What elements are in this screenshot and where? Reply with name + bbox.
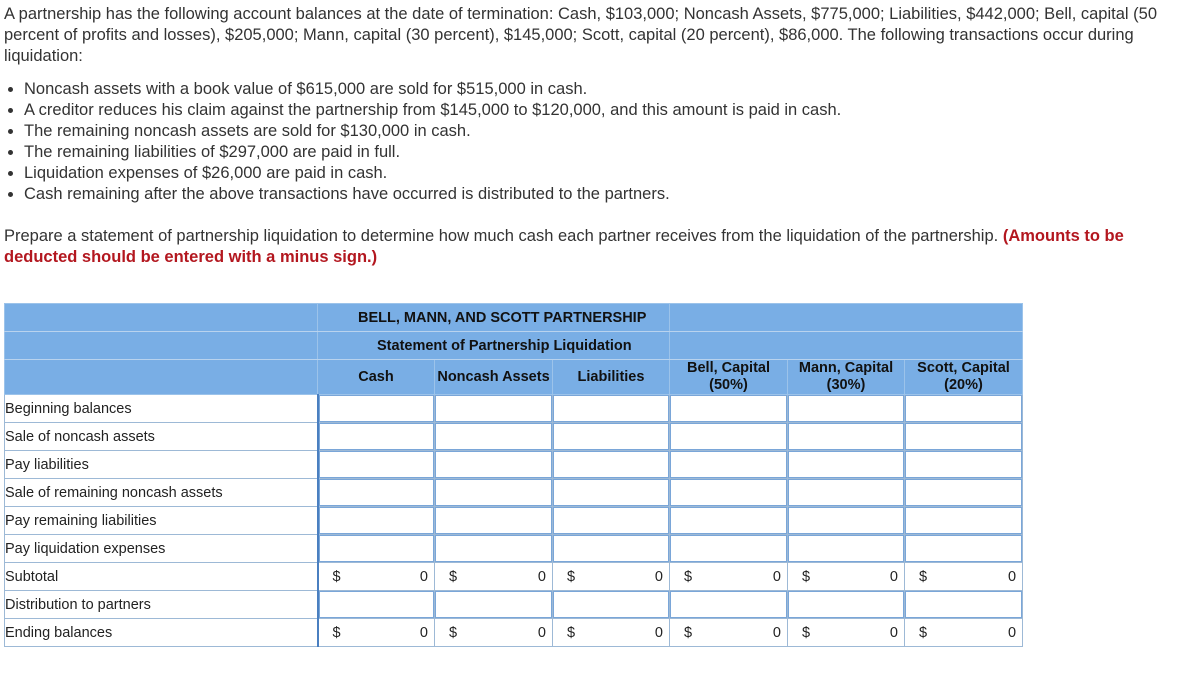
row-label: Distribution to partners <box>5 591 318 619</box>
header-spacer <box>5 304 318 332</box>
amount-input[interactable] <box>788 423 904 450</box>
amount-input[interactable] <box>553 395 669 422</box>
header-spacer <box>670 304 1023 332</box>
problem-intro: A partnership has the following account balances at the date of termination: Cash, $103,000; Noncash Assets, $775,000; Liabilities, $442,000; Bell, capital (50 percent of profits and losses), $205,000; Mann, capital (30 percent), $145,000; Scott, capital (20 percent), $86,000. The following transactions occur during liquidation: <box>4 5 1157 65</box>
amount-input[interactable] <box>435 507 552 534</box>
amount-input[interactable] <box>435 395 552 422</box>
cell-noncash <box>435 591 553 619</box>
row-label: Pay liquidation expenses <box>5 535 318 563</box>
amount-input[interactable] <box>553 591 669 618</box>
ending-scott <box>905 619 1023 647</box>
amount-input[interactable] <box>905 479 1022 506</box>
amount-input[interactable] <box>553 507 669 534</box>
amount-input[interactable] <box>319 507 435 534</box>
amount-input[interactable] <box>435 479 552 506</box>
cell-scott <box>905 423 1023 451</box>
amount-input[interactable] <box>905 423 1022 450</box>
column-header-liabilities: Liabilities <box>553 360 670 395</box>
ending-value: 0 <box>537 625 546 641</box>
amount-input[interactable] <box>905 535 1022 562</box>
amount-input[interactable] <box>905 507 1022 534</box>
cell-cash <box>318 535 435 563</box>
ending-value: 0 <box>1007 625 1017 641</box>
cell-bell <box>670 451 788 479</box>
statement-title: Statement of Partnership Liquidation <box>318 332 670 360</box>
row-label: Pay liabilities <box>5 451 318 479</box>
subtotal-liabilities <box>553 563 670 591</box>
row-sale-noncash <box>5 423 1023 451</box>
currency-symbol: $ <box>684 569 693 585</box>
ending-value: 0 <box>419 625 428 641</box>
subtotal-value: 0 <box>537 569 546 585</box>
column-header-scott: Scott, Capital (20%) <box>905 360 1023 395</box>
subtotal-bell <box>670 563 788 591</box>
row-label: Pay remaining liabilities <box>5 507 318 535</box>
cell-liabilities <box>553 451 670 479</box>
ending-value: 0 <box>654 625 663 641</box>
transaction-item: • A creditor reduces his claim against the partnership from $145,000 to $120,000, and this amount is paid in cash. <box>24 100 1179 121</box>
cell-bell <box>670 479 788 507</box>
subtotal-noncash <box>435 563 553 591</box>
cell-liabilities <box>553 423 670 451</box>
header-spacer <box>670 332 1023 360</box>
cell-mann <box>788 507 905 535</box>
cell-bell <box>670 535 788 563</box>
subtotal-value: 0 <box>889 569 898 585</box>
amount-input[interactable] <box>319 535 435 562</box>
currency-symbol: $ <box>684 625 693 641</box>
amount-input[interactable] <box>788 507 904 534</box>
row-label: Subtotal <box>5 563 318 591</box>
subtotal-cash <box>318 563 435 591</box>
amount-input[interactable] <box>670 423 787 450</box>
currency-symbol: $ <box>567 625 576 641</box>
cell-liabilities <box>553 395 670 423</box>
transaction-item: • Cash remaining after the above transactions have occurred is distributed to the partners. <box>24 184 1179 205</box>
cell-noncash <box>435 395 553 423</box>
amount-input[interactable] <box>553 535 669 562</box>
cell-liabilities <box>553 479 670 507</box>
amount-input[interactable] <box>435 591 552 618</box>
cell-liabilities <box>553 591 670 619</box>
subtotal-value: 0 <box>654 569 663 585</box>
amount-input[interactable] <box>670 479 787 506</box>
currency-symbol: $ <box>449 569 458 585</box>
amount-input[interactable] <box>553 423 669 450</box>
amount-input[interactable] <box>670 395 787 422</box>
cell-cash <box>318 479 435 507</box>
cell-bell <box>670 591 788 619</box>
cell-mann <box>788 591 905 619</box>
cell-noncash <box>435 535 553 563</box>
row-label: Sale of noncash assets <box>5 423 318 451</box>
column-header-bell: Bell, Capital (50%) <box>670 360 788 395</box>
subtotal-scott <box>905 563 1023 591</box>
amount-input[interactable] <box>905 591 1022 618</box>
cell-mann <box>788 451 905 479</box>
transaction-item: • Noncash assets with a book value of $615,000 are sold for $515,000 in cash. <box>24 79 1179 100</box>
cell-liabilities <box>553 535 670 563</box>
company-title: BELL, MANN, AND SCOTT PARTNERSHIP <box>318 304 670 332</box>
row-distribution <box>5 591 1023 619</box>
ending-value: 0 <box>772 625 781 641</box>
amount-input[interactable] <box>319 451 435 478</box>
cell-mann <box>788 423 905 451</box>
cell-scott <box>905 507 1023 535</box>
instruction-text: Prepare a statement of partnership liquidation to determine how much cash each partner receives from the liquidation of the partnership. <box>4 227 999 245</box>
amount-input[interactable] <box>435 535 552 562</box>
amount-input[interactable] <box>670 451 787 478</box>
amount-input[interactable] <box>553 451 669 478</box>
cell-noncash <box>435 479 553 507</box>
cell-scott <box>905 535 1023 563</box>
ending-bell <box>670 619 788 647</box>
currency-symbol: $ <box>567 569 576 585</box>
row-label: Sale of remaining noncash assets <box>5 479 318 507</box>
transaction-item: • The remaining liabilities of $297,000 are paid in full. <box>24 142 1179 163</box>
cell-scott <box>905 591 1023 619</box>
row-ending-balances <box>5 619 1023 647</box>
ending-noncash <box>435 619 553 647</box>
currency-symbol: $ <box>919 625 928 641</box>
amount-input[interactable] <box>319 423 435 450</box>
row-sale-remaining-noncash <box>5 479 1023 507</box>
subtotal-mann <box>788 563 905 591</box>
cell-bell <box>670 507 788 535</box>
amount-input[interactable] <box>319 479 435 506</box>
cell-scott <box>905 479 1023 507</box>
amount-input[interactable] <box>670 535 787 562</box>
currency-symbol: $ <box>802 625 811 641</box>
cell-mann <box>788 395 905 423</box>
column-header-cash: Cash <box>318 360 435 395</box>
amount-input[interactable] <box>670 507 787 534</box>
currency-symbol: $ <box>802 569 811 585</box>
row-pay-liquidation-expenses <box>5 535 1023 563</box>
cell-mann <box>788 535 905 563</box>
row-label: Beginning balances <box>5 395 318 423</box>
currency-symbol: $ <box>332 569 341 585</box>
amount-input[interactable] <box>788 479 904 506</box>
amount-input[interactable] <box>788 395 904 422</box>
ending-mann <box>788 619 905 647</box>
row-beginning-balances <box>5 395 1023 423</box>
amount-input[interactable] <box>319 591 435 618</box>
cell-cash <box>318 395 435 423</box>
cell-liabilities <box>553 507 670 535</box>
ending-liabilities <box>553 619 670 647</box>
cell-cash <box>318 423 435 451</box>
cell-cash <box>318 591 435 619</box>
subtotal-value: 0 <box>1007 569 1017 585</box>
cell-noncash <box>435 451 553 479</box>
row-label: Ending balances <box>5 619 318 647</box>
currency-symbol: $ <box>919 569 928 585</box>
ending-cash <box>318 619 435 647</box>
amount-input[interactable] <box>670 591 787 618</box>
row-pay-liabilities <box>5 451 1023 479</box>
problem-statement <box>4 4 1179 268</box>
currency-symbol: $ <box>449 625 458 641</box>
amount-input[interactable] <box>905 451 1022 478</box>
cell-bell <box>670 423 788 451</box>
ending-value: 0 <box>889 625 898 641</box>
header-spacer <box>5 332 318 360</box>
cell-noncash <box>435 507 553 535</box>
instruction <box>4 226 1179 268</box>
row-subtotal <box>5 563 1023 591</box>
label-column-header <box>5 360 318 395</box>
currency-symbol: $ <box>332 625 341 641</box>
liquidation-table <box>4 303 1023 647</box>
cell-mann <box>788 479 905 507</box>
amount-input[interactable] <box>788 451 904 478</box>
cell-cash <box>318 451 435 479</box>
amount-input[interactable] <box>788 591 904 618</box>
cell-bell <box>670 395 788 423</box>
cell-scott <box>905 395 1023 423</box>
amount-input[interactable] <box>319 395 435 422</box>
amount-input[interactable] <box>788 535 904 562</box>
amount-input[interactable] <box>905 395 1022 422</box>
row-pay-remaining-liabilities <box>5 507 1023 535</box>
transaction-item: • Liquidation expenses of $26,000 are paid in cash. <box>24 163 1179 184</box>
transaction-item: • The remaining noncash assets are sold for $130,000 in cash. <box>24 121 1179 142</box>
subtotal-value: 0 <box>419 569 428 585</box>
column-header-noncash: Noncash Assets <box>435 360 553 395</box>
cell-noncash <box>435 423 553 451</box>
instruction-note: (Amounts to be deducted should be entered with a minus sign.) <box>4 227 1124 266</box>
transaction-list <box>4 79 1179 205</box>
amount-input[interactable] <box>553 479 669 506</box>
column-header-mann: Mann, Capital (30%) <box>788 360 905 395</box>
amount-input[interactable] <box>435 423 552 450</box>
cell-scott <box>905 451 1023 479</box>
cell-cash <box>318 507 435 535</box>
subtotal-value: 0 <box>772 569 781 585</box>
amount-input[interactable] <box>435 451 552 478</box>
